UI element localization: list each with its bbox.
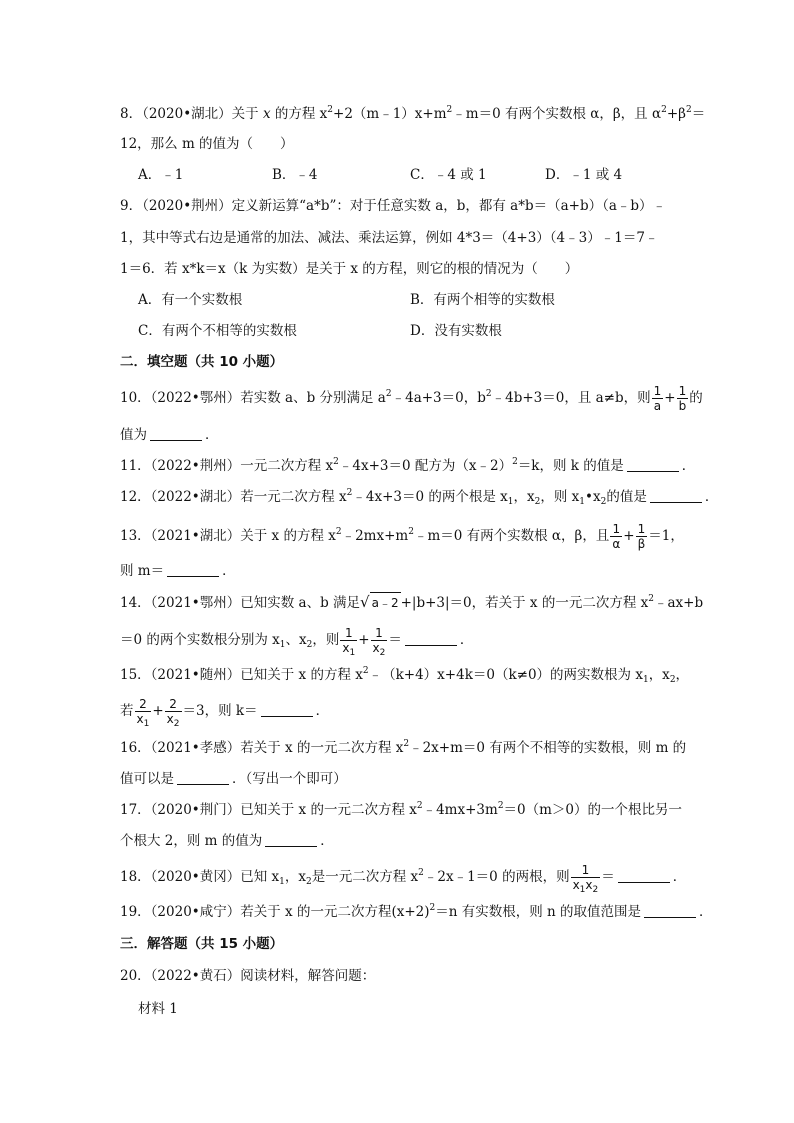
answer-blank[interactable] (261, 702, 313, 717)
question-8-option-a: A．﹣1 (138, 167, 184, 183)
fraction-1-over-b: $\frac{1}{b}$ (678, 384, 687, 413)
question-8-line-1: 8．（2020•湖北）关于 x 的方程 $x^2+2(m﹣1)x+m^2﹣m=0$ 有两个实数根 α，β，且 $\alpha^2+\beta^2=$ (120, 105, 706, 122)
question-9-line-1: 9．（2020•荆州）定义新运算“a*b”：对于任意实数 a，b，都有 a*b＝（a+b）（a﹣b）﹣ (120, 198, 667, 214)
question-9-option-d: D．没有实数根 (410, 323, 502, 339)
fraction-1-over-x1: $\frac{1}{x_1}$ (342, 626, 356, 658)
answer-blank[interactable] (167, 562, 219, 577)
section-heading-answer: 三．解答题（共 15 小题） (120, 936, 284, 952)
answer-blank[interactable] (650, 488, 702, 503)
fraction-1-over-beta: $\frac{1}{\beta}$ (637, 522, 646, 551)
section-heading-fill-in: 二．填空题（共 10 小题） (120, 354, 284, 370)
question-11: 11．（2022•荆州）一元二次方程 $x^2﹣4x+3=0$ 配方为（x﹣2）$^2$＝k，则 k 的值是 ． (120, 457, 696, 474)
question-12: 12．（2022•湖北）若一元二次方程 $x^2﹣4x+3=0$ 的两个根是 $x_1$，$x_2$，则 $x_1•x_2$的值是 ． (120, 488, 719, 507)
fraction-1-over-x1x2: $\frac{1}{x_1x_2}$ (572, 863, 599, 895)
answer-blank[interactable] (627, 457, 679, 472)
question-16-line-1: 16．（2021•孝感）若关于 x 的一元二次方程 $x^2﹣2x+m=0$ 有两个不相等的实数根，则 m 的 (120, 739, 687, 756)
question-8-line-2: 12，那么 m 的值为（ ） (120, 136, 294, 152)
question-18: 18．（2020•黄冈）已知 $x_1$，$x_2$是一元二次方程 $x^2﹣2x﹣1=0$ 的两根，则 $\frac{1}{x_1x_2}$ ＝ ． (120, 863, 687, 895)
question-9-option-a: A．有一个实数根 (138, 292, 243, 308)
radical-sign-icon: √ (360, 593, 370, 611)
question-8-option-b: B．﹣4 (272, 167, 318, 183)
answer-blank[interactable] (265, 832, 317, 847)
fraction-1-over-a: $\frac{1}{a}$ (653, 384, 662, 413)
question-13-line-1: 13．（2021•湖北）关于 x 的方程 $x^2﹣2mx+m^2﹣m=0$ 有两个实数根 α，β，且 $\frac{1}{\alpha}$ + $\frac{1}{\beta}$ ＝1， (120, 522, 684, 551)
answer-blank[interactable] (644, 903, 696, 918)
question-14-line-1: 14．（2021•鄂州）已知实数 a、b 满足√ a﹣2 +|b+3|＝0，若关于 x 的一元二次方程 $x^2﹣ax+b$ (120, 593, 704, 611)
answer-blank[interactable] (150, 426, 202, 441)
question-10-line-1: 10．（2022•鄂州）若实数 a、b 分别满足 $a^2﹣4a+3=0$，$b^2﹣4b+3=0$，且 a≠b，则 $\frac{1}{a}$ + $\frac{1}{b}$ 的 (120, 384, 703, 413)
question-8-option-d: D．﹣1 或 4 (545, 167, 623, 183)
fraction-2-over-x2: $\frac{2}{x_2}$ (166, 697, 180, 729)
question-13-line-2: 则 m＝ ． (120, 563, 236, 579)
question-20-line-1: 20．（2022•黄石）阅读材料，解答问题： (120, 968, 376, 984)
question-10-line-2: 值为 ． (120, 427, 219, 443)
question-16-line-2: 值可以是 ．（写出一个即可） (120, 771, 347, 787)
question-9-line-3: 1＝6．若 x*k＝x（k 为实数）是关于 x 的方程，则它的根的情况为（ ） (120, 261, 579, 277)
question-9-line-2: 1，其中等式右边是通常的加法、减法、乘法运算，例如 4*3＝（4+3）（4﹣3）﹣1＝7﹣ (120, 230, 659, 246)
question-8-option-c: C．﹣4 或 1 (410, 167, 487, 183)
answer-blank[interactable] (177, 770, 229, 785)
answer-blank[interactable] (405, 631, 457, 646)
fraction-1-over-alpha: $\frac{1}{\alpha}$ (612, 522, 621, 551)
question-14-line-2: ＝0 的两个实数根分别为 $x_1$、$x_2$，则 $\frac{1}{x_1}$ + $\frac{1}{x_2}$ ＝ ． (120, 626, 474, 658)
question-15-line-2: 若 $\frac{2}{x_1}$ + $\frac{2}{x_2}$ ＝3，则 k＝ ． (120, 697, 330, 729)
question-9-option-b: B．有两个相等的实数根 (410, 292, 555, 308)
question-9-option-c: C．有两个不相等的实数根 (138, 323, 297, 339)
question-19: 19．（2020•咸宁）若关于 x 的一元二次方程$(x+2)^2=n$ 有实数根，则 n 的取值范围是 ． (120, 903, 713, 920)
question-17-line-1: 17．（2020•荆门）已知关于 x 的一元二次方程 $x^2﹣4mx+3m^2=0(m>0)$的一个根比另一 (120, 801, 683, 818)
answer-blank[interactable] (618, 868, 670, 883)
question-17-line-2: 个根大 2，则 m 的值为 ． (120, 833, 334, 849)
fraction-1-over-x2: $\frac{1}{x_2}$ (372, 626, 386, 658)
question-20-material-label: 材料 1 (138, 1001, 178, 1017)
question-15-line-1: 15．（2021•随州）已知关于 x 的方程 $x^2﹣(k+4)x+4k=0(k\ne 0)$的两实数根为 $x_1$，$x_2$， (120, 666, 690, 685)
fraction-2-over-x1: $\frac{2}{x_1}$ (136, 697, 150, 729)
